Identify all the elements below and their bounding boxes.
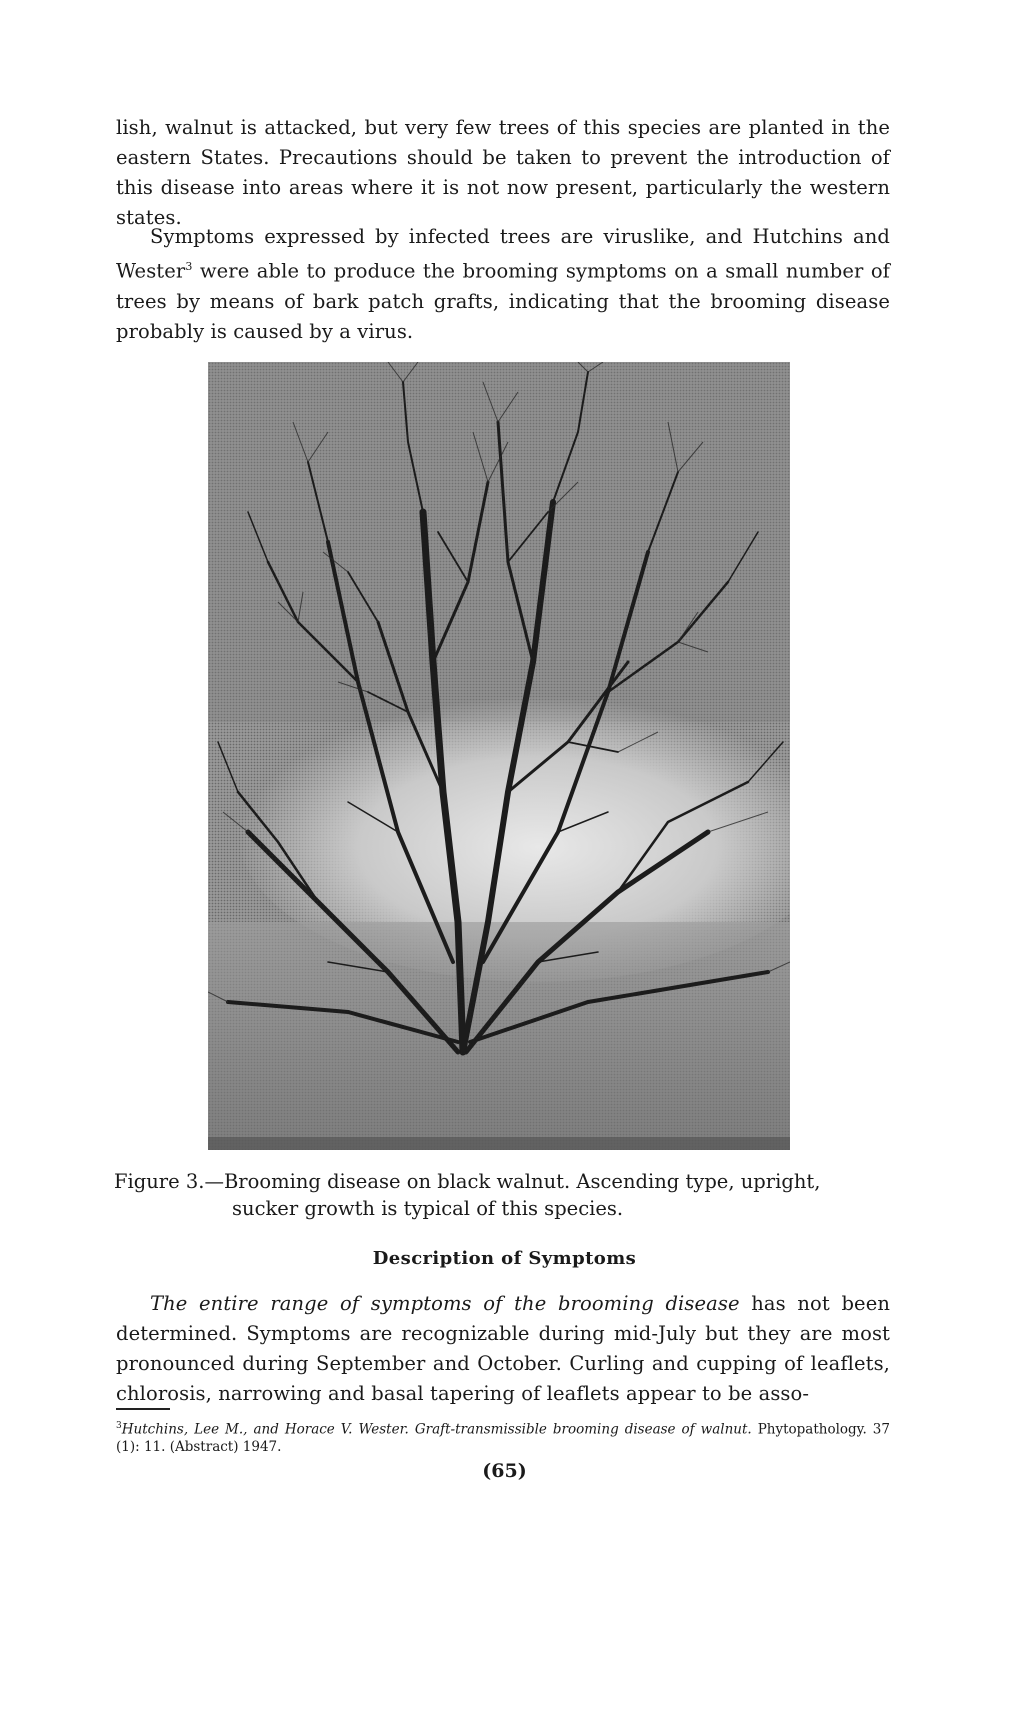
tree-photo-graphic bbox=[208, 362, 790, 1150]
page-number: (65) bbox=[482, 1460, 527, 1482]
paragraph-text-part: were able to produce the brooming symptoms on a small number of trees by means of bark patch grafts, indicating that the brooming disease probably is caused by a virus. bbox=[116, 259, 890, 343]
footnote-divider bbox=[116, 1408, 170, 1410]
section-heading: Description of Symptoms bbox=[372, 1248, 637, 1269]
paragraph-virus-cause bbox=[116, 222, 890, 347]
footnote-marker: 3 bbox=[116, 1421, 122, 1431]
footnote-citation: Phytopathology. 37 (1): 11. (Abstract) 1947. bbox=[116, 1421, 890, 1455]
figure-caption-line: Figure 3.—Brooming disease on black walnut. Ascending type, upright, bbox=[114, 1170, 821, 1193]
paragraph-text-part: Symptoms expressed by infected trees are viruslike, and Hutchins and Wester bbox=[116, 225, 890, 283]
paragraph-italic-lead: The entire range of symptoms of the brooming disease bbox=[150, 1292, 740, 1315]
footnote-title: Graft-transmissible brooming disease of walnut. bbox=[408, 1421, 752, 1438]
figure-caption bbox=[114, 1168, 892, 1222]
footnote bbox=[116, 1418, 890, 1456]
footnote-reference: 3 bbox=[185, 260, 193, 273]
footnote-authors: Hutchins, Lee M., and Horace V. Wester. bbox=[121, 1421, 409, 1438]
figure-caption-line: sucker growth is typical of this species. bbox=[232, 1197, 624, 1220]
paragraph-intro: lish, walnut is attacked, but very few trees of this species are planted in the eastern States. Precautions should be taken to prevent the introduction of this disease into areas where it is not now present, particularly the western states. bbox=[116, 116, 890, 229]
paragraph-description bbox=[116, 1289, 890, 1409]
figure-walnut-tree-photo bbox=[208, 362, 790, 1150]
paragraph-text-part: has not been determined. Symptoms are recognizable during mid-July but they are most pronounced during September and October. Curling and cupping of leaflets, chlorosis, narrowing and basal tapering of leaflets appear to be asso- bbox=[116, 1292, 890, 1405]
